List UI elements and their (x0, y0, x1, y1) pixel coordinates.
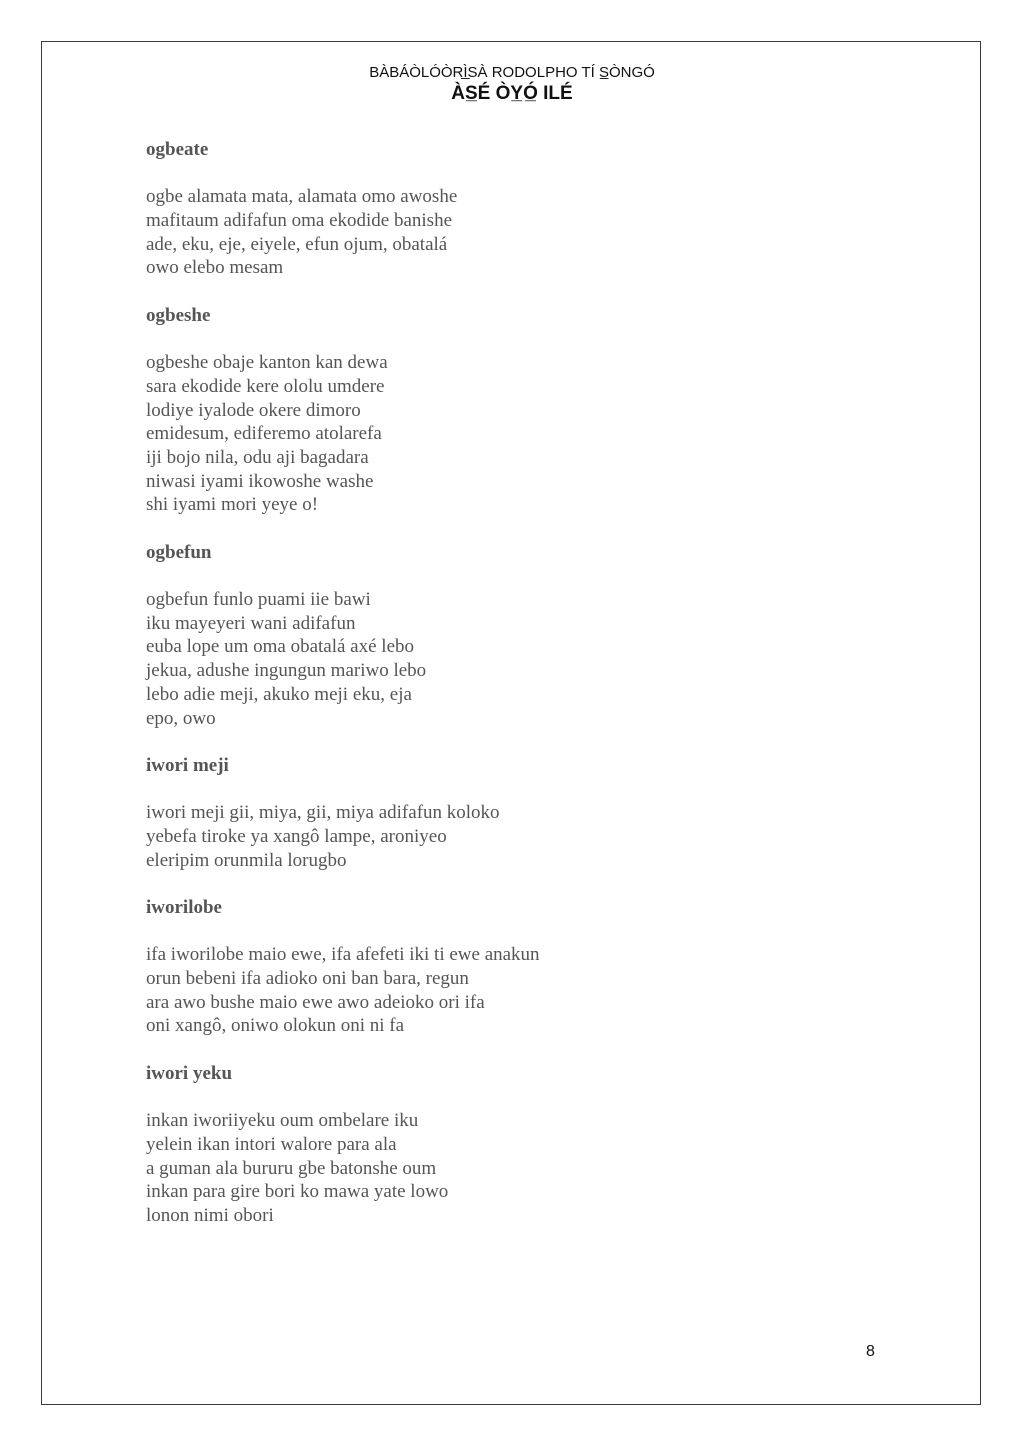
verse-line: orun bebeni ifa adioko oni ban bara, regun (146, 968, 469, 990)
section-title: iwori yeku (146, 1062, 233, 1084)
document-body (146, 138, 846, 1251)
verse (146, 801, 846, 872)
verse-line: a guman ala bururu gbe batonshe oum (146, 1157, 437, 1179)
verse-line: eleripim orunmila lorugbo (146, 849, 347, 871)
section-iwori-meji (146, 754, 846, 872)
section-title: iworilobe (146, 897, 222, 918)
verse-line: ogbeshe obaje kanton kan dewa (146, 352, 388, 374)
verse-line: euba lope um oma obatalá axé lebo (146, 636, 415, 658)
author-title: BÀBÁÒLÓÒRÌ̲SÀ RODOLPHO TÍ S̲ÒNGÓ (369, 64, 655, 81)
verse-line: lodiye iyalode okere dimoro (146, 399, 361, 421)
verse-line: inkan para gire bori ko mawa yate lowo (146, 1181, 449, 1203)
verse-line: inkan iworiiyeku oum ombelare iku (146, 1110, 419, 1132)
verse-line: lonon nimi obori (146, 1204, 274, 1226)
verse-line: mafitaum adifafun oma ekodide banishe (146, 210, 453, 232)
verse-line: emidesum, ediferemo atolarefa (146, 423, 382, 445)
verse-line: jekua, adushe ingungun mariwo lebo (146, 660, 427, 682)
section-title: ogbefun (146, 541, 212, 563)
verse-line: iku mayeyeri wani adifafun (146, 612, 356, 634)
verse-line: oni xangô, oniwo olokun oni ni fa (146, 1015, 405, 1037)
verse (146, 943, 846, 1038)
verse (146, 351, 846, 517)
section-title: iwori meji (146, 754, 229, 776)
verse-line: iji bojo nila, odu aji bagadara (146, 446, 369, 468)
house-title: ÀS̲É ÒY̲Ó̲ ILÉ (451, 83, 573, 104)
verse-line: ade, eku, eje, eiyele, efun ojum, obatalá (146, 233, 448, 255)
verse-line: lebo adie meji, akuko meji eku, eja (146, 683, 412, 705)
verse-line: owo elebo mesam (146, 257, 284, 279)
section-title: ogbeshe (146, 304, 211, 326)
section-iworilobe (146, 896, 846, 1038)
page-header (0, 63, 1024, 105)
section-ogbefun (146, 541, 846, 731)
verse-line: shi iyami mori yeye o! (146, 494, 319, 516)
verse-line: niwasi iyami ikowoshe washe (146, 470, 374, 492)
verse (146, 185, 846, 280)
verse-line: yebefa tiroke ya xangô lampe, aroniyeo (146, 825, 447, 847)
verse-line: epo, owo (146, 707, 216, 729)
section-title: ogbeate (146, 139, 209, 160)
verse-line: iwori meji gii, miya, gii, miya adifafun koloko (146, 802, 500, 824)
verse-line: sara ekodide kere ololu umdere (146, 375, 385, 397)
section-ogbeshe (146, 304, 846, 517)
section-iwori-yeku (146, 1062, 846, 1228)
section-ogbeate (146, 138, 846, 280)
verse-line: ogbefun funlo puami iie bawi (146, 589, 371, 611)
verse (146, 588, 846, 730)
verse-line: ara awo bushe maio ewe awo adeioko ori ifa (146, 991, 485, 1013)
verse (146, 1109, 846, 1227)
page-number: 8 (866, 1343, 875, 1360)
verse-line: ogbe alamata mata, alamata omo awoshe (146, 186, 458, 208)
verse-line: yelein ikan intori walore para ala (146, 1133, 397, 1155)
verse-line: ifa iworilobe maio ewe, ifa afefeti iki ti ewe anakun (146, 944, 540, 966)
